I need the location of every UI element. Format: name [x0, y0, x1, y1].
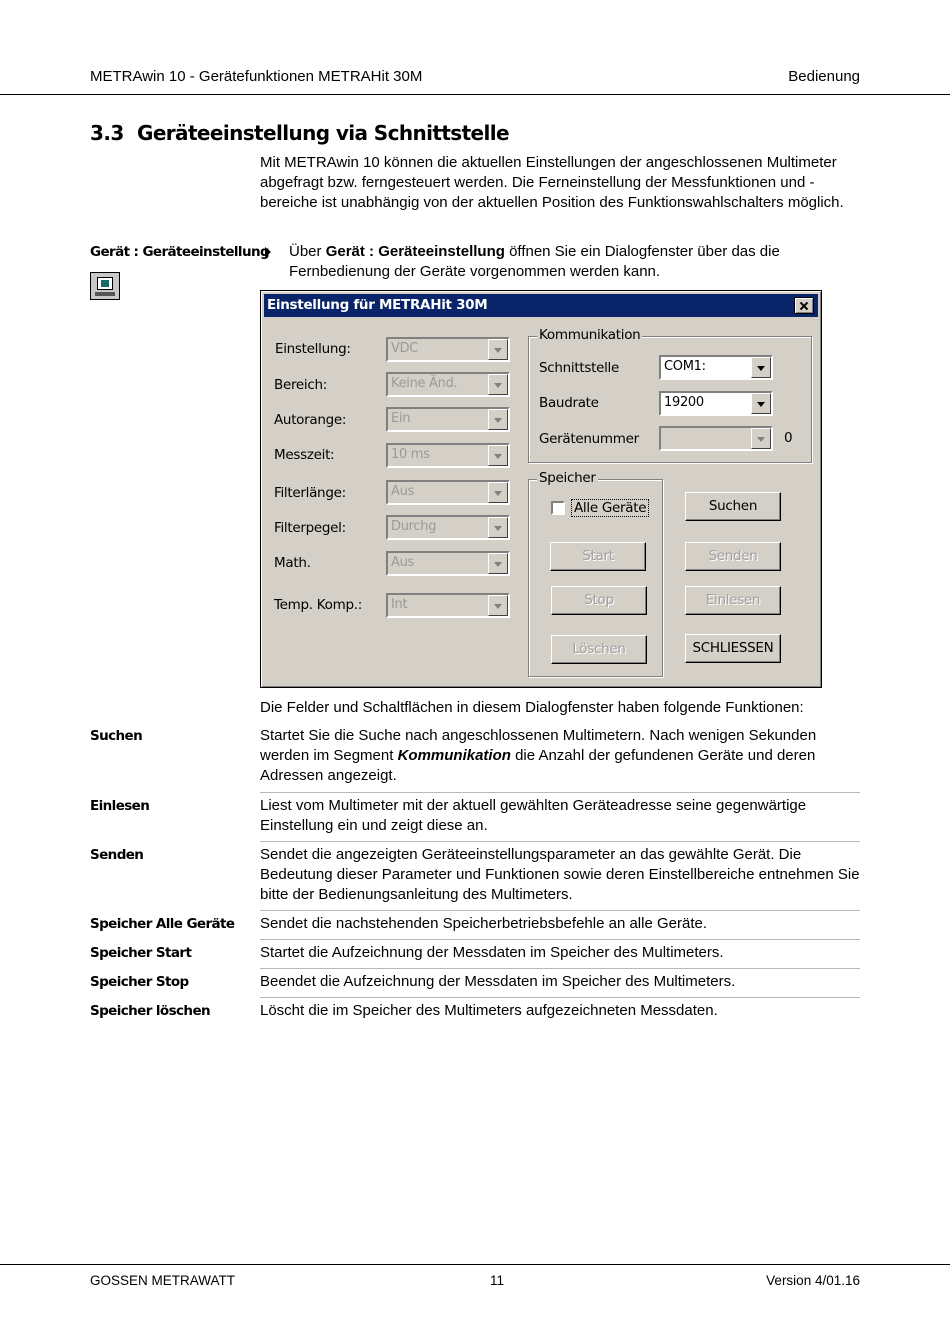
- row-divider: [260, 910, 860, 911]
- math-label: Math.: [274, 555, 311, 571]
- bereich-label: Bereich:: [274, 377, 328, 393]
- temp-komp-label: Temp. Komp.:: [274, 597, 362, 613]
- autorange-combo[interactable]: Ein: [386, 407, 510, 432]
- speicher-stop-button[interactable]: Stop: [551, 586, 647, 615]
- footer-company: GOSSEN METRAWATT: [90, 1273, 235, 1288]
- chevron-down-icon[interactable]: [751, 357, 771, 378]
- chevron-down-icon[interactable]: [488, 339, 508, 360]
- senden-button[interactable]: Senden: [685, 542, 781, 571]
- term-speicher-alle: Speicher Alle Geräte: [90, 916, 235, 932]
- speicher-loeschen-button[interactable]: Löschen: [551, 635, 647, 664]
- geraetenummer-combo[interactable]: [659, 426, 773, 451]
- einstellung-label: Einstellung:: [275, 341, 351, 357]
- definition-speicher-alle: Sendet die nachstehenden Speicherbetriebsbefehle an alle Geräte.: [260, 915, 707, 932]
- chevron-down-icon[interactable]: [488, 374, 508, 395]
- filterpegel-label: Filterpegel:: [274, 520, 346, 536]
- device-settings-icon: [90, 272, 120, 300]
- chevron-down-icon[interactable]: [488, 445, 508, 466]
- kommunikation-title: Kommunikation: [539, 327, 641, 343]
- section-number: 3.3: [90, 121, 124, 145]
- device-count: 0: [784, 430, 793, 446]
- definition-speicher-start: Startet die Aufzeichnung der Messdaten im Speicher des Multimeters.: [260, 944, 724, 961]
- term-speicher-loeschen: Speicher löschen: [90, 1003, 211, 1019]
- definition-einlesen: Liest vom Multimeter mit der aktuell gewählten Geräteadresse seine gegenwärtige Einstellung ein und zeigt diese an.: [260, 797, 807, 834]
- definition-senden: Sendet die angezeigten Geräteeinstellungsparameter an das gewählte Gerät. Die Bedeutung dieser Parameter und Funktionen sowie deren Einstellbereiche entnehmen Sie bitte der Bedienungsanleitung des Multimeters.: [260, 846, 860, 903]
- term-senden: Senden: [90, 847, 144, 863]
- menu-path-instruction: Über Gerät : Geräteeinstellung öffnen Sie ein Dialogfenster über das die Fernbedienung der Geräte vorgenommen werden kann.: [289, 243, 780, 280]
- bereich-combo[interactable]: Keine Änd.: [386, 372, 510, 397]
- schnittstelle-label: Schnittstelle: [539, 360, 619, 376]
- row-divider: [260, 997, 860, 998]
- filterlaenge-combo[interactable]: Aus: [386, 480, 510, 505]
- chevron-down-icon[interactable]: [488, 409, 508, 430]
- header-section: Bedienung: [788, 68, 860, 85]
- definition-speicher-loeschen: Löscht die im Speicher des Multimeters aufgezeichneten Messdaten.: [260, 1002, 718, 1019]
- filterlaenge-label: Filterlänge:: [274, 485, 346, 501]
- speicher-title: Speicher: [539, 470, 596, 486]
- schliessen-button[interactable]: SCHLIESSEN: [685, 634, 781, 663]
- chevron-down-icon[interactable]: [488, 553, 508, 574]
- header-title: METRAwin 10 - Gerätefunktionen METRAHit 30M: [90, 68, 423, 85]
- term-speicher-start: Speicher Start: [90, 945, 192, 961]
- footer-version: Version 4/01.16: [766, 1273, 860, 1288]
- term-suchen: Suchen: [90, 728, 143, 744]
- dialog-titlebar: [264, 294, 818, 317]
- chevron-down-icon[interactable]: [488, 595, 508, 616]
- row-divider: [260, 968, 860, 969]
- speicher-start-button[interactable]: Start: [550, 542, 646, 571]
- term-speicher-stop: Speicher Stop: [90, 974, 189, 990]
- row-divider: [260, 792, 860, 793]
- footer-rule: [0, 1264, 950, 1265]
- chevron-down-icon[interactable]: [488, 482, 508, 503]
- alle-geraete-checkbox[interactable]: [551, 501, 565, 515]
- row-divider: [260, 841, 860, 842]
- einlesen-button[interactable]: Einlesen: [685, 586, 781, 615]
- geraetenummer-label: Gerätenummer: [539, 431, 639, 447]
- chevron-down-icon[interactable]: [751, 393, 771, 414]
- footer-page-number: 11: [490, 1273, 505, 1288]
- row-divider: [260, 939, 860, 940]
- header-rule: [0, 94, 950, 95]
- chevron-down-icon[interactable]: [751, 428, 771, 449]
- section-heading: [90, 121, 509, 145]
- temp-komp-combo[interactable]: Int: [386, 593, 510, 618]
- messzeit-label: Messzeit:: [274, 447, 335, 463]
- definition-speicher-stop: Beendet die Aufzeichnung der Messdaten im Speicher des Multimeters.: [260, 973, 736, 990]
- alle-geraete-label[interactable]: Alle Geräte: [571, 499, 649, 517]
- close-icon[interactable]: [794, 297, 814, 314]
- einstellung-combo[interactable]: VDC: [386, 337, 510, 362]
- dialog-title: Einstellung für METRAHit 30M: [267, 297, 488, 313]
- autorange-label: Autorange:: [274, 412, 347, 428]
- filterpegel-combo[interactable]: Durchg: [386, 515, 510, 540]
- chevron-down-icon[interactable]: [488, 517, 508, 538]
- term-einlesen: Einlesen: [90, 798, 150, 814]
- definition-suchen: Startet Sie die Suche nach angeschlossenen Multimetern. Nach wenigen Sekunden werden im Segment Kommunikation die Anzahl der gefundenen Geräte und deren Adressen angezeigt.: [260, 727, 817, 784]
- math-combo[interactable]: Aus: [386, 551, 510, 576]
- section-title: Geräteeinstellung via Schnittstelle: [137, 121, 509, 145]
- menu-path-label: Gerät : Geräteeinstellung: [90, 244, 270, 260]
- baudrate-label: Baudrate: [539, 395, 599, 411]
- functions-intro: Die Felder und Schaltflächen in diesem Dialogfenster haben folgende Funktionen:: [260, 699, 804, 716]
- schnittstelle-combo[interactable]: COM1:: [659, 355, 773, 380]
- suchen-button[interactable]: Suchen: [685, 492, 781, 521]
- bullet-arrow-icon: [265, 247, 271, 257]
- intro-paragraph: Mit METRAwin 10 können die aktuellen Einstellungen der angeschlossenen Multimeter abgefragt bzw. ferngesteuert werden. Die Ferneinstellung der Messfunktionen und -bereiche ist unabhängig von der aktuellen Position des Funktionswahlschalters möglich.: [260, 154, 844, 211]
- baudrate-combo[interactable]: 19200: [659, 391, 773, 416]
- messzeit-combo[interactable]: 10 ms: [386, 443, 510, 468]
